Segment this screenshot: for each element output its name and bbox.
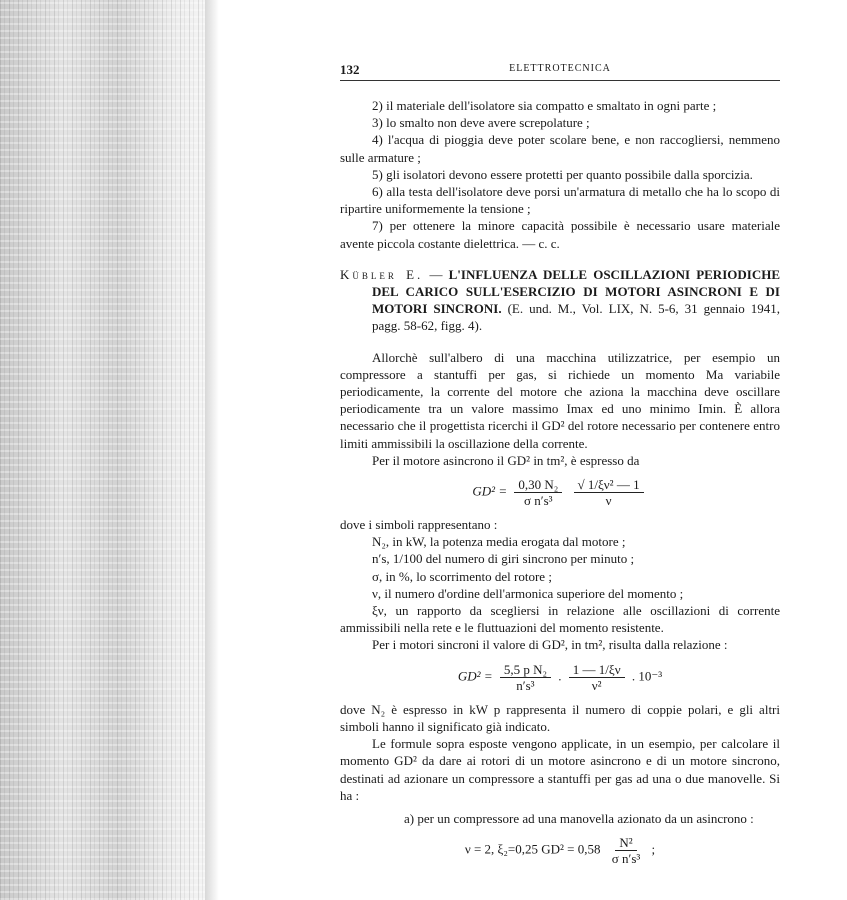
list-item: 4) l'acqua di pioggia deve poter scolare bene, e non raccogliersi, nemmeno sulle armature ; bbox=[340, 132, 780, 165]
numerator: 5,5 p N₂ bbox=[500, 662, 551, 678]
symbol-item: ν, il numero d'ordine dell'armonica superiore del momento ; bbox=[372, 585, 684, 601]
symbol-item: N₂, in kW, la potenza media erogata dal motore ; bbox=[372, 534, 626, 550]
list-item: 2) il materiale dell'isolatore sia compatto e smaltato in ogni parte ; bbox=[372, 98, 717, 113]
formula-lhs: GD² = bbox=[457, 668, 493, 684]
running-title: ELETTROTECNICA bbox=[509, 63, 611, 74]
list-item: 3) lo smalto non deve avere screpolature ; bbox=[372, 115, 590, 131]
symbol-item: ξν, un rapporto da scegliersi in relazione alle oscillazioni di corrente ammissibili nella rete e le fluttuazioni del momento resistente. bbox=[340, 603, 780, 636]
page-edge-shadow bbox=[205, 0, 219, 900]
denominator: ν bbox=[605, 493, 612, 509]
paragraph-symbols-intro: dove i simboli rappresentano : bbox=[340, 517, 498, 533]
formula-lhs: GD² = bbox=[472, 483, 508, 499]
article-citation: (E. und. M., Vol. LIX, N. 5-6, 31 gennaio 1941, pagg. 58-62, figg. 4). bbox=[372, 301, 780, 334]
article-heading bbox=[340, 266, 780, 335]
dash: — bbox=[423, 266, 449, 282]
article-title: L'INFLUENZA DELLE OSCILLAZIONI PERIODICHE DEL CARICO SULL'ESERCIZIO DI MOTORI ASINCRONI E DI MOTORI SINCRONI. bbox=[372, 266, 780, 317]
list-item: 6) alla testa dell'isolatore deve porsi un'armatura di metallo che ha lo scopo di ripartire uniformemente la tensione ; bbox=[340, 184, 780, 217]
paragraph-example: Le formule sopra esposte vengono applicate, in un esempio, per calcolare il momento GD² da dare ai rotori di un motore asincrono e di un motore sincrono, destinati ad azionare un compressore a stantuffi per gas ad una o due manovelle. Si ha : bbox=[340, 736, 780, 803]
paragraph-intro: Allorchè sull'albero di una macchina utilizzatrice, per esempio un compressore a stantuffi per gas, si richiede un momento Ma variabile periodicamente, la corrente del motore che aziona la macchina deve oscillare periodicamente tra un valore massimo Imax ed uno minimo Imin. È allora necessario che il progettista ricerchi il GD² del rotore necessario per contenere entro limiti ammissibili la oscillazione della corrente. bbox=[340, 349, 780, 451]
requirements-list bbox=[340, 97, 780, 252]
numerator: N² bbox=[615, 835, 636, 851]
formula-synchronous bbox=[340, 662, 780, 693]
formula-lhs: ν = 2, ξ₂=0,25 GD² = 0,58 bbox=[464, 841, 601, 857]
list-item: 5) gli isolatori devono essere protetti per quanto possibile dalla sporcizia. bbox=[372, 166, 753, 182]
symbols-list bbox=[340, 533, 780, 636]
formula-tail: . 10⁻³ bbox=[628, 668, 663, 684]
paragraph-case-a: a) per un compressore ad una manovella azionato da un asincrono : bbox=[404, 810, 754, 826]
paragraph-synchronous: Per i motori sincroni il valore di GD², in tm², risulta dalla relazione : bbox=[372, 637, 728, 653]
page-number: 132 bbox=[340, 62, 360, 77]
article-author: Kübler E. bbox=[340, 266, 424, 282]
page-header bbox=[340, 62, 780, 81]
paragraph-where: dove N₂ è espresso in kW p rappresenta il numero di coppie polari, e gli altri simboli hanno il significato già indicato. bbox=[340, 701, 780, 734]
paragraph-asynchronous: Per il motore asincrono il GD² in tm², è espresso da bbox=[372, 452, 640, 468]
formula-tail: ; bbox=[648, 841, 656, 857]
text-column bbox=[340, 0, 780, 894]
numerator: 1 — 1/ξν bbox=[569, 662, 625, 678]
numerator: √ 1/ξν² — 1 bbox=[574, 477, 644, 493]
multiply-dot: . bbox=[555, 668, 565, 684]
denominator: σ n′s³ bbox=[611, 851, 641, 867]
symbol-item: n′s, 1/100 del numero di giri sincrono per minuto ; bbox=[372, 551, 635, 567]
denominator: n′s³ bbox=[516, 677, 535, 693]
formula-asynchronous bbox=[340, 477, 780, 508]
book-gutter-edge bbox=[0, 0, 215, 900]
denominator: σ n′s³ bbox=[524, 493, 553, 509]
denominator: ν² bbox=[591, 677, 602, 693]
numerator: 0,30 N₂ bbox=[514, 477, 562, 493]
list-item: 7) per ottenere la minore capacità possibile è necessario usare materiale avente piccola costante dielettrica. — c. c. bbox=[340, 218, 780, 251]
formula-example-a bbox=[340, 835, 780, 866]
symbol-item: σ, in %, lo scorrimento del rotore ; bbox=[372, 568, 552, 584]
